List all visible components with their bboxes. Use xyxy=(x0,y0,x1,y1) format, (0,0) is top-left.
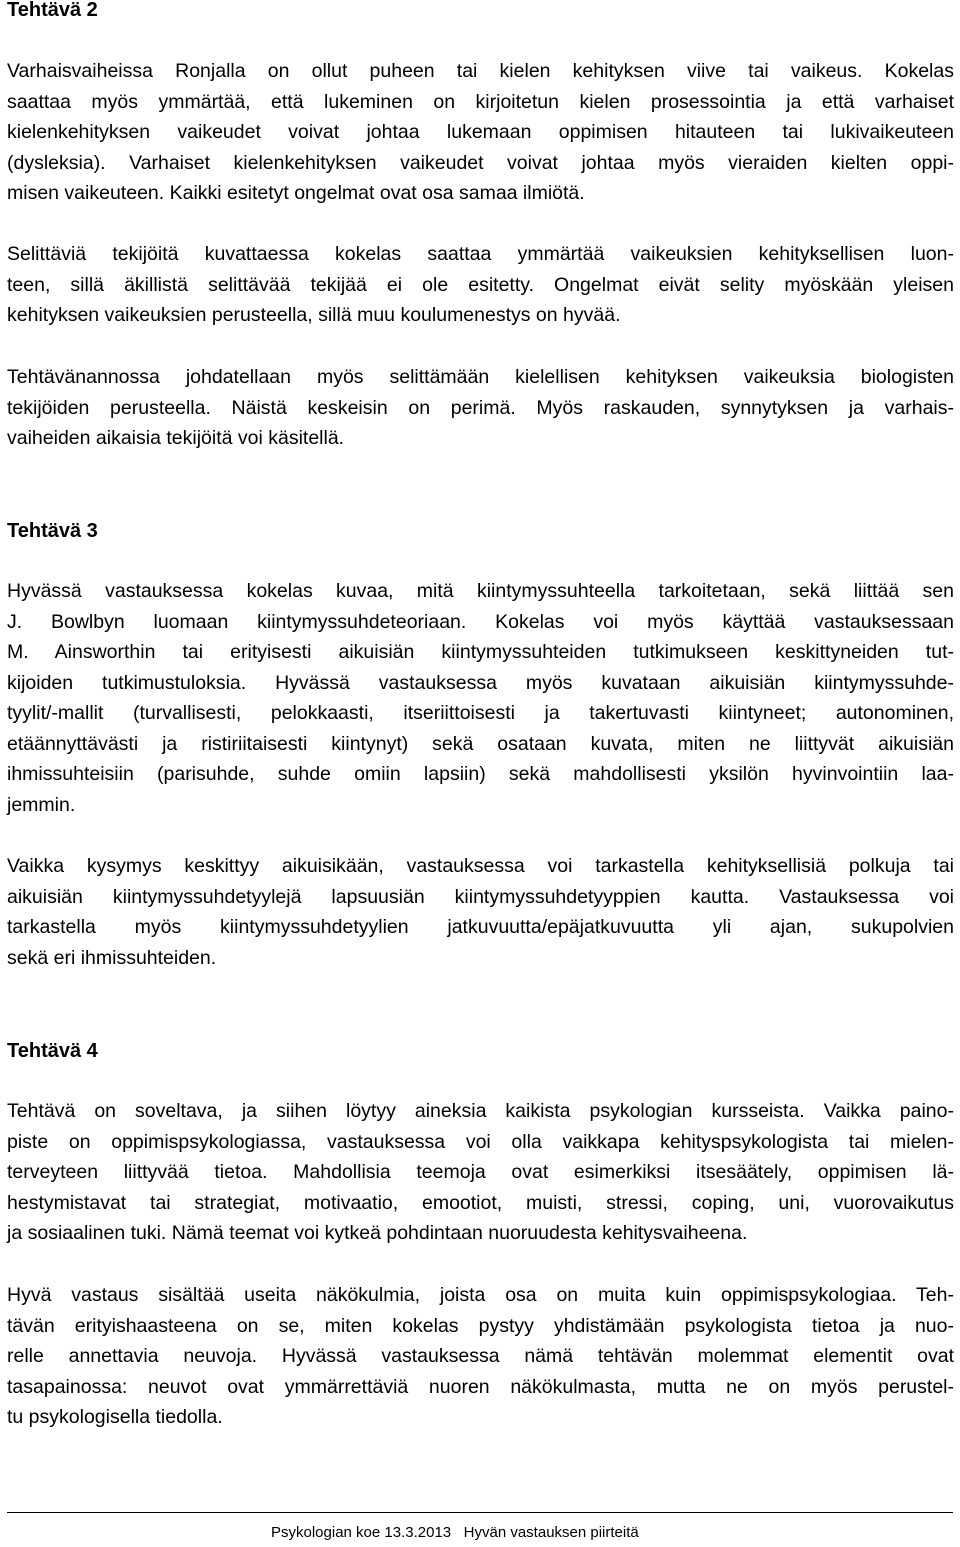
text-line: terveyteen liittyvää tietoa. Mahdollisia teemoja ovat esimerkiksi itsesäätely, oppimisen lä- xyxy=(7,1161,954,1183)
paragraph xyxy=(7,1096,954,1249)
text-line: Varhaisvaiheissa Ronjalla on ollut puheen tai kielen kehityksen viive tai vaikeus. Kokelas xyxy=(7,60,954,82)
paragraph xyxy=(7,362,954,454)
text-line: hestymistavat tai strategiat, motivaatio, emootiot, muisti, stressi, coping, uni, vuorovaikutus xyxy=(7,1191,954,1214)
text-line: tasapainossa: neuvot ovat ymmärrettäviä nuoren näkökulmasta, mutta ne on myös perustel- xyxy=(7,1375,954,1398)
text-line: M. Ainsworthin tai erityisesti aikuisiän kiintymyssuhteiden tutkimukseen keskittyneiden tut- xyxy=(7,641,954,663)
text-line: (dysleksia). Varhaiset kielenkehityksen vaikeudet voivat johtaa myös vieraiden kielten oppi- xyxy=(7,151,954,174)
text-line: jemmin. xyxy=(7,793,76,816)
footer-divider xyxy=(7,1512,953,1513)
page-footer xyxy=(271,1524,639,1542)
text-line: saattaa myös ymmärtää, että lukeminen on kirjoitetun kielen prosessointia ja että varhaiset xyxy=(7,90,954,113)
paragraph xyxy=(7,576,954,820)
paragraph xyxy=(7,851,954,973)
text-line: tävän erityishaasteena on se, miten kokelas pystyy yhdistämään psykologista tietoa ja nuo- xyxy=(7,1314,954,1337)
text-line: Tehtävänannossa johdatellaan myös selittämään kielellisen kehityksen vaikeuksia biologisten xyxy=(7,366,954,388)
text-line: vaiheiden aikaisia tekijöitä voi käsitellä. xyxy=(7,427,345,449)
paragraph xyxy=(7,239,954,331)
text-line: kehityksen vaikeuksien perusteella, sillä muu koulumenestys on hyvää. xyxy=(7,304,621,326)
text-line: ja sosiaalinen tuki. Nämä teemat voi kytkeä pohdintaan nuoruudesta kehitysvaiheena. xyxy=(7,1222,748,1244)
text-line: misen vaikeuteen. Kaikki esitetyt ongelmat ovat osa samaa ilmiötä. xyxy=(7,182,585,204)
text-line: Vaikka kysymys keskittyy aikuisikään, vastauksessa voi tarkastella kehityksellisiä polkuja tai xyxy=(7,855,954,877)
text-line: teen, sillä äkillistä selittävää tekijää ei ole esitetty. Ongelmat eivät selity myöskään yleisen xyxy=(7,273,954,296)
text-line: ihmissuhteisiin (parisuhde, suhde omiin lapsiin) sekä mahdollisesti yksilön hyvinvointiin laa- xyxy=(7,763,954,785)
text-line: tyylit/-mallit (turvallisesti, pelokkaasti, itseriittoisesti ja takertuvasti kiintyneet; autonominen, xyxy=(7,702,954,724)
footer-document-label: Hyvän vastauksen piirteitä xyxy=(463,1524,639,1541)
text-line: tekijöiden perusteella. Näistä keskeisin on perimä. Myös raskauden, synnytyksen ja varhais- xyxy=(7,396,954,419)
paragraph xyxy=(7,1280,954,1433)
text-line: J. Bowlbyn luomaan kiintymyssuhdeteoriaan. Kokelas voi myös käyttää vastauksessaan xyxy=(7,610,954,633)
text-line: sekä eri ihmissuhteiden. xyxy=(7,946,217,969)
text-line: Selittäviä tekijöitä kuvattaessa kokelas saattaa ymmärtää vaikeuksien kehityksellisen luon- xyxy=(7,243,954,265)
text-line: kielenkehityksen vaikeudet voivat johtaa lukemaan oppimisen hitauteen tai lukivaikeuteen xyxy=(7,121,954,143)
section-heading-tehtava-3: Tehtävä 3 xyxy=(7,520,98,542)
text-line: tarkastella myös kiintymyssuhdetyylien jatkuvuutta/epäjatkuvuutta yli ajan, sukupolvien xyxy=(7,916,954,938)
section-heading-tehtava-2: Tehtävä 2 xyxy=(7,0,98,21)
text-line: aikuisiän kiintymyssuhdetyylejä lapsuusiän kiintymyssuhdetyyppien kautta. Vastauksessa voi xyxy=(7,885,954,908)
text-line: piste on oppimispsykologiassa, vastauksessa voi olla vaikkapa kehityspsykologista tai mielen- xyxy=(7,1130,954,1153)
text-line: tu psykologisella tiedolla. xyxy=(7,1406,223,1428)
footer-exam-label: Psykologian koe 13.3.2013 xyxy=(271,1524,452,1541)
text-line: relle annettavia neuvoja. Hyvässä vastauksessa nämä tehtävän molemmat elementit ovat xyxy=(7,1345,954,1367)
section-heading-tehtava-4: Tehtävä 4 xyxy=(7,1040,98,1062)
paragraph xyxy=(7,56,954,209)
text-line: Hyvä vastaus sisältää useita näkökulmia, joista osa on muita kuin oppimispsykologiaa. Teh- xyxy=(7,1284,954,1306)
text-line: Tehtävä on soveltava, ja siihen löytyy aineksia kaikista psykologian kursseista. Vaikka paino- xyxy=(7,1100,954,1122)
text-line: kijoiden tutkimustuloksia. Hyvässä vastauksessa myös kuvataan aikuisiän kiintymyssuhde- xyxy=(7,671,954,694)
text-line: Hyvässä vastauksessa kokelas kuvaa, mitä kiintymyssuhteella tarkoitetaan, sekä liittää sen xyxy=(7,580,954,602)
text-line: etäännyttävästi ja ristiriitaisesti kiintynyt) sekä osataan kuvata, miten ne liittyvät aikuisiän xyxy=(7,732,954,755)
